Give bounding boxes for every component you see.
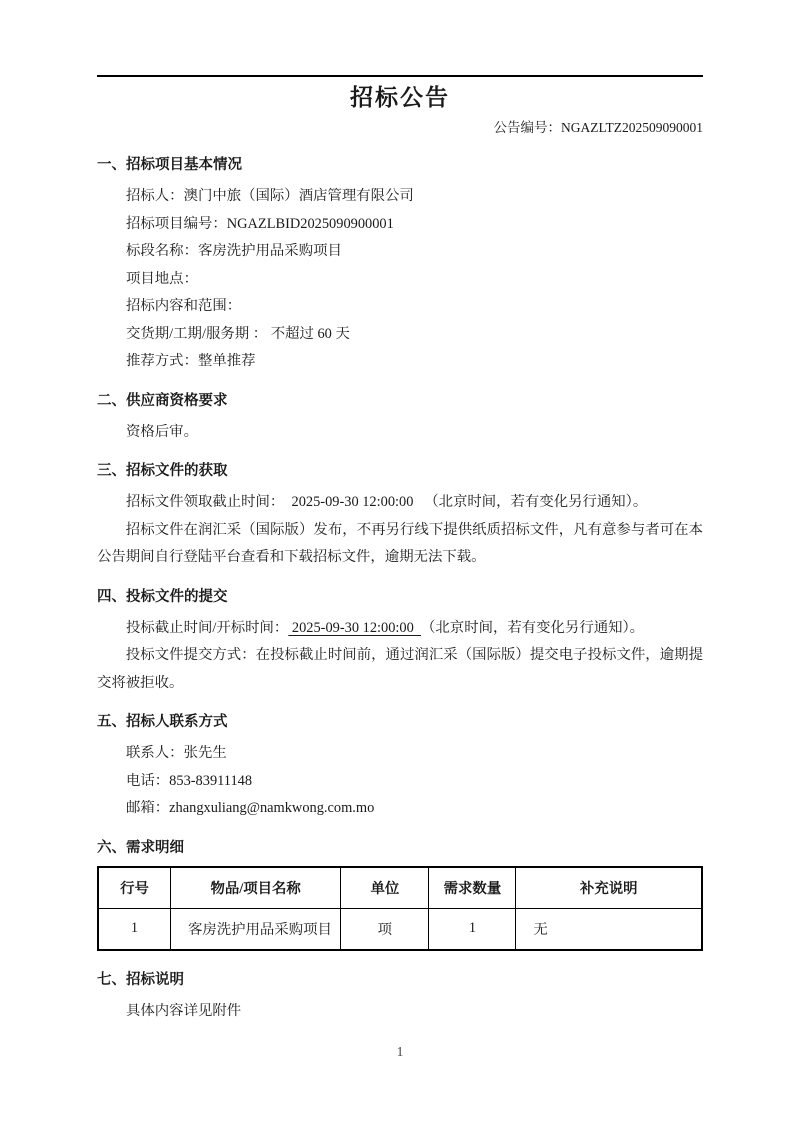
table-cell-item-name: 客房洗护用品采购项目: [170, 908, 340, 950]
table-header-unit: 单位: [341, 867, 429, 909]
field-doc-pickup-deadline: 招标文件领取截止时间： 2025-09-30 12:00:00 （北京时间，若有变化另行通知）。: [126, 494, 648, 510]
field-attachment-note: 具体内容详见附件: [126, 1002, 242, 1019]
table-cell-unit: 项: [341, 908, 429, 950]
section-heading-4: 四、投标文件的提交: [97, 588, 228, 605]
section-heading-7: 七、招标说明: [97, 971, 184, 988]
field-email: 邮箱：zhangxuliang@namkwong.com.mo: [126, 800, 375, 816]
bid-deadline-label: 投标截止时间/开标时间：: [126, 619, 289, 636]
section-body-1: [97, 183, 703, 376]
page-number: 1: [396, 1044, 404, 1059]
section-body-3: [97, 489, 703, 572]
table-header-remark: 补充说明: [516, 867, 702, 909]
table-row: [98, 908, 702, 950]
field-contact-person: 联系人：张先生: [126, 745, 227, 761]
field-bid-deadline: [97, 615, 703, 643]
section-heading-1: 一、招标项目基本情况: [97, 157, 242, 173]
field-phone: 电话：853-83911148: [126, 772, 253, 789]
field-scope: 招标内容和范围：: [126, 298, 242, 314]
paragraph-submission-method: 投标文件提交方式：在投标截止时间前，通过润汇采（国际版）提交电子投标文件，逾期提交将被拒收。: [97, 647, 703, 691]
table-cell-quantity: 1: [429, 908, 516, 950]
document-content: [97, 0, 703, 1025]
bid-deadline-note: （北京时间，若有变化另行通知）。: [421, 619, 645, 636]
section-heading-5: 五、招标人联系方式: [97, 714, 228, 730]
field-tenderer: 招标人：澳门中旅（国际）酒店管理有限公司: [126, 188, 414, 204]
header-rule: [97, 75, 703, 77]
field-recommend-mode: 推荐方式：整单推荐: [126, 353, 256, 369]
field-project-location: 项目地点：: [126, 270, 198, 287]
table-header-item-name: 物品/项目名称: [170, 867, 340, 909]
field-qualification: 资格后审。: [126, 423, 198, 440]
announcement-number-value: NGAZLTZ202509090001: [561, 120, 703, 135]
table-cell-remark: 无: [516, 908, 702, 950]
section-body-4: [97, 615, 703, 698]
section-heading-2: 二、供应商资格要求: [97, 392, 228, 409]
bid-deadline-time: 2025-09-30 12:00:00: [288, 619, 422, 636]
table-header-line-no: 行号: [98, 867, 170, 909]
demand-table: [97, 866, 703, 951]
section-heading-3: 三、招标文件的获取: [97, 463, 228, 479]
table-header-quantity: 需求数量: [429, 867, 516, 909]
announcement-number: [97, 118, 703, 138]
section-body-5: [97, 740, 703, 823]
paragraph-doc-access: 招标文件在润汇采（国际版）发布，不再另行线下提供纸质招标文件，凡有意参与者可在本公告期间自行登陆平台查看和下载招标文件，逾期无法下载。: [97, 521, 703, 565]
section-heading-6: 六、需求明细: [97, 839, 184, 856]
field-lot-name: 标段名称：客房洗护用品采购项目: [126, 243, 342, 259]
table-header-row: [98, 867, 702, 909]
field-delivery-period: 交货期/工期/服务期 ： 不超过 60 天: [126, 325, 350, 342]
announcement-number-label: 公告编号：: [493, 120, 561, 135]
section-body-7: [97, 998, 703, 1026]
table-cell-line-no: 1: [98, 908, 170, 950]
section-body-2: [97, 419, 703, 447]
field-project-number: 招标项目编号：NGAZLBID2025090900001: [126, 215, 394, 232]
document-title: 招标公告: [350, 85, 450, 110]
